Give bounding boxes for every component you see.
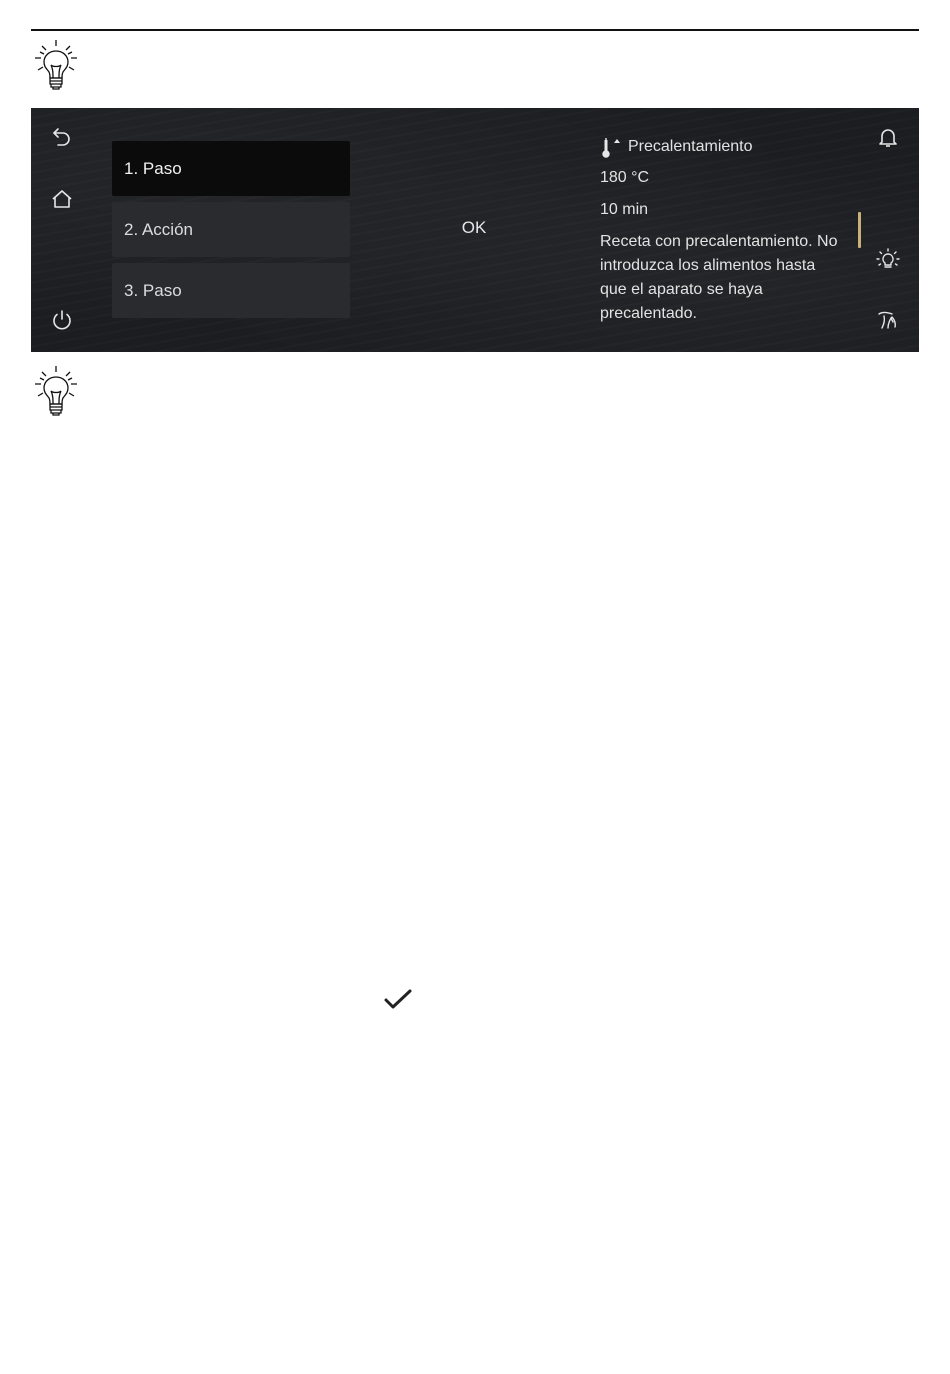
- step-label: 3. Paso: [124, 280, 182, 300]
- program-title: Precalentamiento: [628, 138, 753, 155]
- steam-icon[interactable]: [873, 305, 903, 335]
- back-icon[interactable]: [47, 122, 77, 152]
- home-icon[interactable]: [47, 184, 77, 214]
- light-icon[interactable]: [873, 245, 903, 275]
- bell-icon[interactable]: [873, 122, 903, 152]
- program-info: [600, 132, 840, 326]
- tip-lightbulb-icon: [29, 38, 83, 92]
- ok-button[interactable]: OK: [461, 218, 487, 237]
- duration-value: 10 min: [600, 201, 649, 218]
- step-label: 2. Acción: [124, 219, 193, 239]
- scroll-indicator[interactable]: [858, 212, 861, 248]
- temperature-value: 180 °C: [600, 169, 650, 186]
- checkmark-icon: [382, 984, 414, 1016]
- step-item-3[interactable]: [112, 263, 350, 318]
- top-divider: [31, 29, 919, 31]
- oven-control-panel: [31, 108, 919, 352]
- info-title-row: [600, 132, 840, 162]
- program-description: Receta con precalentamiento. No introduzca los alimentos hasta que el aparato se haya precalentado.: [600, 233, 838, 322]
- tip-lightbulb-icon: [29, 364, 83, 418]
- power-icon[interactable]: [47, 305, 77, 335]
- step-label: 1. Paso: [124, 158, 182, 178]
- step-item-1[interactable]: [112, 141, 350, 196]
- step-item-2[interactable]: [112, 202, 350, 257]
- thermometer-up-icon: [600, 135, 622, 159]
